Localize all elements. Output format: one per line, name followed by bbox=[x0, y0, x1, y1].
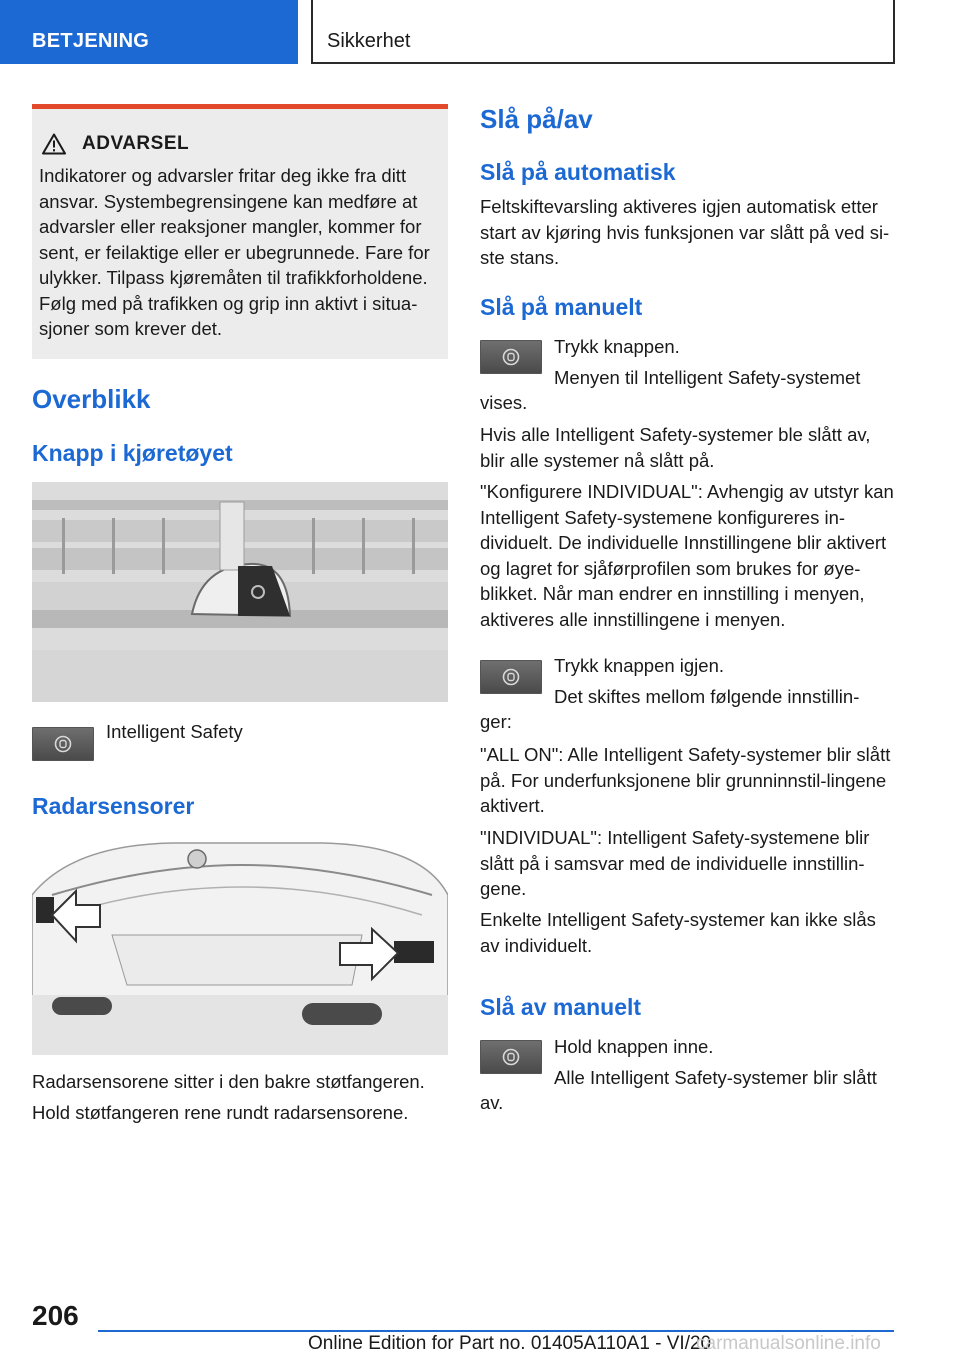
watermark: carmanualsonline.info bbox=[696, 1333, 881, 1354]
heading-radar-sensors: Radarsensorer bbox=[32, 793, 195, 819]
warning-box bbox=[32, 104, 448, 359]
intelligent-safety-icon bbox=[53, 734, 73, 754]
radar-paragraph-2: Hold støtfangeren rene rundt radarsensorene. bbox=[32, 1102, 409, 1123]
all-off-result-a: Alle Intelligent Safety-systemer blir slått bbox=[554, 1067, 877, 1088]
warning-triangle-icon bbox=[42, 133, 66, 155]
heading-button-in-vehicle: Knapp i kjøretøyet bbox=[32, 440, 233, 466]
heading-manual-off: Slå av manuelt bbox=[480, 994, 642, 1020]
button-caption: Intelligent Safety bbox=[106, 721, 243, 742]
heading-auto-on: Slå på automatisk bbox=[480, 159, 676, 185]
car-rear-illustration bbox=[32, 835, 448, 1055]
heading-overview: Overblikk bbox=[32, 384, 151, 414]
all-off-result-b: av. bbox=[480, 1092, 504, 1113]
hold-button-text: Hold knappen inne. bbox=[554, 1036, 714, 1057]
intelligent-safety-icon bbox=[501, 667, 521, 687]
individual-text: "INDIVIDUAL": Intelligent Safety-systemene blir slått på i samsvar med de individuelle innstillin-gene. bbox=[480, 827, 870, 899]
page-number: 206 bbox=[32, 1300, 79, 1331]
radar-paragraph-1: Radarsensorene sitter i den bakre støtfangeren. bbox=[32, 1071, 425, 1092]
press-button-text: Trykk knappen. bbox=[554, 336, 680, 357]
intelligent-safety-button-image bbox=[32, 727, 94, 761]
individual-config-text: "Konfigurere INDIVIDUAL": Avhengig av utstyr kan Intelligent Safety-systemene konfigureres in-dividuelt. De individuelle Innstillingene blir aktivert og lagret for sjåførprofilen som brukes for øye-blikket. Når man endrer en innstilling i menyen, aktiveres alle innstillingene i menyen. bbox=[480, 481, 894, 630]
toggle-text-b: ger: bbox=[480, 711, 512, 732]
auto-on-text: Feltskiftevarsling aktiveres igjen automatisk etter start av kjøring hvis funksjonen var slått på ved si-ste stans. bbox=[480, 196, 890, 268]
some-systems-text: Enkelte Intelligent Safety-systemer kan ikke slås av individuelt. bbox=[480, 909, 876, 956]
button-photo bbox=[32, 482, 448, 702]
section-tab: BETJENING bbox=[0, 0, 298, 64]
heading-on-off: Slå på/av bbox=[480, 104, 593, 134]
warning-title: ADVARSEL bbox=[82, 133, 190, 154]
heading-manual-on: Slå på manuelt bbox=[480, 294, 643, 320]
menu-shown-text-b: vises. bbox=[480, 392, 528, 413]
press-again-text: Trykk knappen igjen. bbox=[554, 655, 725, 676]
manual-off-button-image bbox=[480, 1040, 542, 1074]
all-off-text: Hvis alle Intelligent Safety-systemer ble slått av, blir alle systemer nå slått på. bbox=[480, 424, 871, 471]
press-again-button-image bbox=[480, 660, 542, 694]
intelligent-safety-icon bbox=[501, 347, 521, 367]
all-on-text: "ALL ON": Alle Intelligent Safety-systemer blir slått på. For underfunksjonene blir grunninnstil-lingene aktivert. bbox=[480, 744, 891, 816]
warning-header bbox=[39, 133, 440, 155]
footer-divider bbox=[98, 1330, 894, 1332]
manual-on-button-image bbox=[480, 340, 542, 374]
menu-shown-text-a: Menyen til Intelligent Safety-systemet bbox=[554, 367, 861, 388]
intelligent-safety-icon bbox=[501, 1047, 521, 1067]
edition-text: Online Edition for Part no. 01405A110A1 - VI/20 bbox=[308, 1333, 712, 1354]
radar-photo bbox=[32, 835, 448, 1055]
toggle-text-a: Det skiftes mellom følgende innstillin- bbox=[554, 686, 860, 707]
warning-text: Indikatorer og advarsler fritar deg ikke fra ditt ansvar. Systembegrensingene kan medføre at advarsler eller reaksjoner mangler, kommer for sent, er feilaktige eller er ubegrunnede. Fare for ulykker. Tilpass kjøremåten til trafikkforholdene. Følg med på trafikken og grip inn aktivt i situa-sjoner som krever det. bbox=[39, 165, 430, 339]
chapter-title: Sikkerhet bbox=[311, 0, 895, 64]
dashboard-illustration bbox=[32, 482, 448, 702]
